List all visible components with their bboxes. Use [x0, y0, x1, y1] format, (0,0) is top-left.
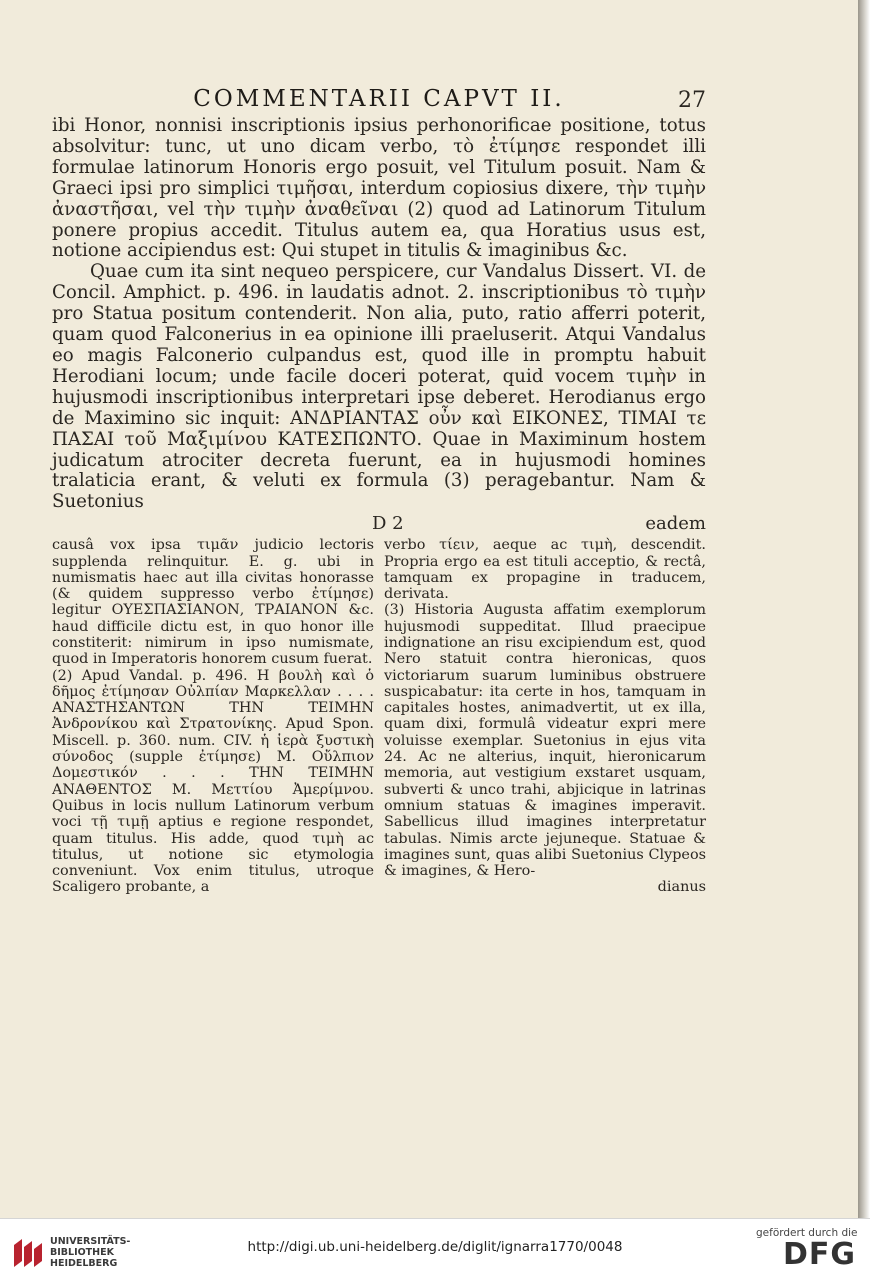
dfg-logo[interactable] — [756, 1227, 856, 1277]
book-page — [52, 86, 706, 896]
library-line-2: BIBLIOTHEK — [50, 1247, 114, 1258]
viewer-footer — [0, 1218, 870, 1282]
permalink-url[interactable]: http://digi.ub.uni-heidelberg.de/diglit/ignarra1770/0048 — [247, 1239, 623, 1255]
footnote-catchword: dianus — [657, 879, 706, 896]
footnote-column-left — [52, 537, 374, 896]
dfg-wordmark: DFG — [782, 1237, 856, 1272]
footnote-3: (3) Historia Augusta affatim exemplorum hujusmodi suppeditat. Illud praecipue indignatione an risu excipiendum est, quod Nero statuit contra hieronicas, quos victoriarum suarum luminibus obstruere suspicabatur: ita certe in hos, tamquam in capitales hostes, animadvertit, ut ex illa, quam dixi, formulâ videatur expri mere voluisse exemplar. Suetonius in ejus vita 24. Ac ne alterius, inquit, hieronicarum memoria, aut vestigium exstaret usquam, subverti & unco trahi, abjicique in latrinas omnium statuas & imagines imperavit. Sabellicus illud imagines interpretatur tabulas. Nimis arcte jejuneque. Statuae & imagines sunt, quas alibi Suetonius Clypeos & imagines, & Hero- — [384, 602, 706, 880]
page-number: 27 — [678, 88, 706, 113]
funding-label: gefördert durch die — [756, 1227, 858, 1239]
paragraph-1: ibi Honor, nonnisi inscriptionis ipsius perhonorificae positione, totus absolvitur: tunc, ut uno dicam verbo, τὸ ἐτίμησε respondet illi formulae latinorum Honoris ergo posuit, vel Titulum posuit. Nam & Graeci ipsi pro simplici τιμῆσαι, interdum copiosius dixere, τὴν τιμὴν ἀναστῆσαι, vel τὴν τιμὴν ἀναθεῖναι (2) quod ad Latinorum Titulum ponere propius accedit. Titulus autem ea, qua Horatius usus est, notione accipiendus est: Qui stupet in titulis & imaginibus &c. — [52, 115, 706, 262]
paragraph-2: Quae cum ita sint nequeo perspicere, cur Vandalus Dissert. VI. de Concil. Amphict. p. 496. in laudatis adnot. 2. inscriptionibus τὸ τιμὴν pro Statua positum contenderit. Non alia, puto, ratio afferri poterit, quam quod Falconerius in ea opinione illi praeluserit. Atqui Vandalus eo magis Falconerio culpandus est, quod ille in promptu habuit Herodiani locum; unde facile doceri poterat, quid vocem τιμὴν in hujusmodi inscriptionibus interpretari ipse deberet. Herodianus ergo de Maximino sic inquit: ΑΝΔΡΙΑΝΤΑΣ οὖν καὶ ΕΙΚΟΝΕΣ, ΤΙΜΑΙ τε ΠΑΣΑΙ τοῦ Μαξιμίνου ΚΑΤΕΣΠΩΝΤΟ. Quae in Maximinum hostem judicatum atrociter decreta fuerunt, ea in hujusmodi homines tralaticia erant, & veluti ex formula (3) peragebantur. Nam & Suetonius — [52, 261, 706, 513]
scan-edge-shadow — [858, 0, 870, 1218]
running-head — [52, 86, 706, 116]
chapter-title: COMMENTARII CAPVT II. — [193, 86, 565, 112]
library-line-1: UNIVERSITÄTS- — [50, 1236, 131, 1247]
footnote-column-right — [384, 537, 706, 896]
footnote-2: (2) Apud Vandal. p. 496. Η βουλὴ καὶ ὁ δῆμος ἐτίμησαν Οὐλπίαν Μαρκελλαν . . . . ΑΝΑΣΤΗΣΑΝΤΩΝ ΤΗΝ ΤΕΙΜΗΝ Ἀνδρονίκου καὶ Στρατονίκης. Apud Spon. Miscell. p. 360. num. CIV. ἡ ἱερὰ ξυστικὴ σύνοδος (supple ἐτίμησε) Μ. Οὔλπιον Δομεστικόν . . . ΤΗΝ ΤΕΙΜΗΝ ΑΝΑΘΕΝΤΟΣ Μ. Μεττίου Ἀμερίμνου. Quibus in locis nullum Latinorum verbum voci τῇ τιμῇ aptius e regione respondet, quam titulus. His adde, quod τιμὴ ac titulus, ut notione sic etymologia conveniunt. Vox enim titulus, utroque Scaligero probante, a — [52, 667, 374, 896]
catchword: eadem — [645, 513, 706, 535]
footnote-continuation: causâ vox ipsa τιμᾶν judicio lectoris supplenda relinquitur. E. g. ubi in numismatis haec aut illa civitas honorasse (& quidem suppresso verbo ἐτίμησε) legitur ΟΥΕΣΠΑΣΙΑΝΟΝ, ΤΡΑΙΑΝΟΝ &c. haud difficile dictu est, in quo honor ille constiterit: nimirum in ipso numismate, quod in Imperatoris honorem cusum fuerat. — [52, 537, 374, 668]
signature-line — [52, 513, 706, 535]
signature-mark: D 2 — [372, 513, 404, 535]
main-text — [52, 116, 706, 513]
footnote-continuation-right: verbo τίειν, aeque ac τιμὴ, descendit. Propria ergo ea est tituli acceptio, & rectâ, tamquam ex propagine in traducem, derivata. — [384, 537, 706, 603]
footnotes — [52, 537, 706, 896]
library-line-3: HEIDELBERG — [50, 1258, 118, 1269]
